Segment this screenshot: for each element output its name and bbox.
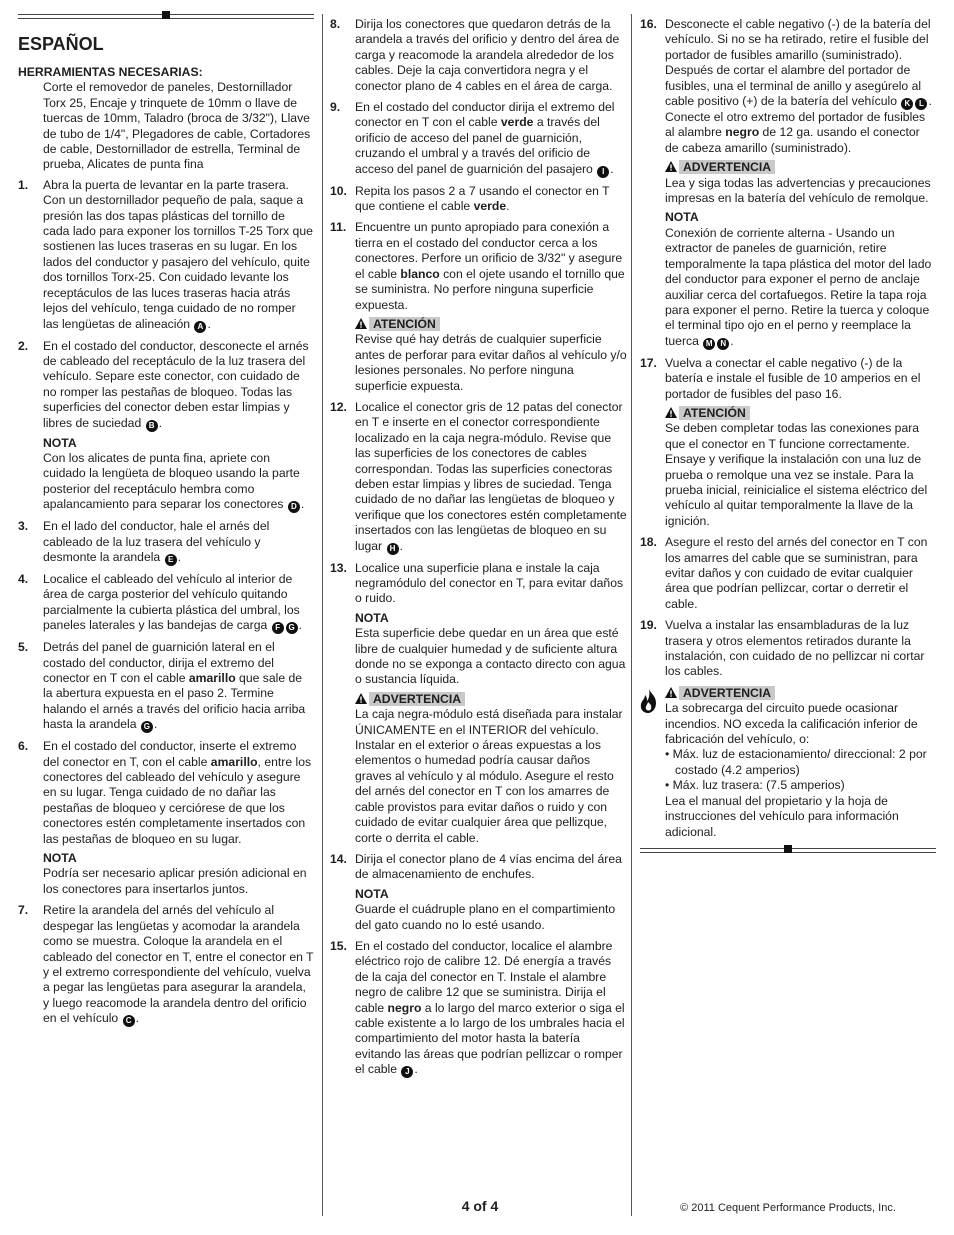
column-2 [330,17,627,1084]
fire-warning: ADVERTENCIA La sobrecarga del circuito puede ocasionar incendios. NO exceda la calificación inferior de fabricación del vehículo, o: • Máx. luz de estacionamiento/ direccional: 2 por costado (4.2 amperios) • Máx. luz trasera: (7.5 amperios) Lea el manual del propietario y la hoja de instrucciones del vehículo para información adicional. [640,686,936,840]
step-12: 12. Localice el conector gris de 12 patas del conector en T e inserte en el conector correspondiente localizado en la caja negra-módulo. Revise que las superficies de los conectores de cables correspondan. Todas las superficies conectoras deben estar limpias y libres de suciedad. Tenga cuidado de no dañar las lengüetas de bloqueo y verifique que los conectores estén completamente insertados con las lengüetas de bloqueo en su lugar H . [330,399,627,553]
warning-block: ADVERTENCIA Lea y siga todas las advertencias y precauciones impresas en la batería del vehículo de remolque. [665,160,931,206]
top-rule [18,14,314,19]
warning-label: ADVERTENCIA [369,692,465,706]
step-17: 17. Vuelva a conectar el cable negativo (-) de la batería e instale el fusible de 10 amperios en el portador de fusibles del paso 16. ATENCIÓN Se deben completar todas las conexiones para que el conector en T funcione correctamente. Ensaye y verifique la instalación con una luz de prueba o remolque una vez se instale. Para la prueba inicial, reinicialice el sistema eléctrico del vehículo al quitar temporalmente la llave de la ignición. [640,356,936,529]
column-1 [18,14,314,1033]
caution-block: ATENCIÓN Revise qué hay detrás de cualquier superficie antes de perforar para evitar daños al vehículo y/o lesiones personales. No perfore ninguna superficie expuesta. [355,316,627,393]
note-label: NOTA [355,610,389,625]
step-16: 16. Desconecte el cable negativo (-) de la batería del vehículo. Si no se ha retirado, retire el fusible del portador de fusibles amarillo (suministrado). Después de cortar el alambre del portador de fusibles, una el terminal de anillo y asegúrelo al cable positivo (+) de la batería del vehículo K L . Conecte el otro extremo del portador de fusibles al alambre negro de 12 ga. usando el conector de cabeza amarillo (suministrado). ADVERTENCIA Lea y siga todas las advertencias y precauciones impresas en la batería del vehículo de remolque. NOTA Conexión de corriente alterna - Usando un extractor de paneles de guarnición, retire temporalmente la tapa plástica del motor del lado del conductor para exponer el perno de anclaje auxiliar cerca del cortafuegos. Retire la tapa roja para exponer el perno. Retire la tuerca y coloque el terminal tipo ojo en el perno y reemplace la tuerca M N . [640,17,936,350]
bullet-tail-light: • Máx. luz trasera: (7.5 amperios) [665,778,845,793]
step-2: 2. En el costado del conductor, desconecte el arnés de cableado del receptáculo de la luz trasera del vehículo. Separe este conector, con cuidado de no romper las pestañas de bloqueo. Todas las superficies del conector deben estar limpias y libres de suciedad B . NOTA Con los alicates de punta fina, apriete con cuidado la lengüeta de bloqueo usando la parte posterior del receptáculo hembra como apalancamiento para separar los conectores D . [18,339,314,514]
ref-m-icon: M [703,338,715,350]
note-label: NOTA [355,886,389,901]
ref-k-icon: K [901,98,913,110]
step-15: 15. En el costado del conductor, localice el alambre eléctrico rojo de calibre 12. Dé energía a través de la caja del conector en T. Instale el alambre negro de calibre 12 que se suministra. Dirija el cable negro a lo largo del marco exterior o siga el cable existente a lo largo de los umbrales hacia el compartimiento del motor hasta la batería evitando las áreas que podrían pellizcar o romper el cable J . [330,938,625,1077]
warning-triangle-icon [665,687,677,698]
step-6: 6. En el costado del conductor, inserte el extremo del conector en T, con el cable amarillo, entre los conectores del cableado del vehículo y asegure en su lugar. Tenga cuidado de no dañar las pestañas de bloqueo y cerciórese de que los conectores estén completamente insertados con las pestañas de bloqueo en su lugar. NOTA Podría ser necesario aplicar presión adicional en los conectores para insertarlos juntos. [18,739,314,897]
fire-icon [638,688,660,714]
note-label: NOTA [665,210,699,225]
step-14: 14. Dirija el conector plano de 4 vías encima del área de almacenamiento de enchufes. NOTA Guarde el cuádruple plano en el compartimiento del gato cuando no lo esté usando. [330,852,627,933]
page-title: ESPAÑOL [18,34,104,54]
bullet-parking-light: • Máx. luz de estacionamiento/ direccional: 2 por costado (4.2 amperios) [665,747,927,777]
ref-b-icon: B [146,420,158,432]
caution-label: ATENCIÓN [369,317,440,331]
caution-block: ATENCIÓN Se deben completar todas las conexiones para que el conector en T funcione correctamente. Ensaye y verifique la instalación con una luz de prueba o remolque una vez se instale. Para la prueba inicial, reinicialice el sistema eléctrico del vehículo al quitar temporalmente la llave de la ignición. [665,405,928,528]
column-divider-1 [322,14,323,1216]
tools-list: Corte el removedor de paneles, Destornillador Torx 25, Encaje y trinquete de 10mm o llave de tuercas de 10mm, Taladro (broca de 3/32"), Llave de tubo de 1/4", Plegadores de cable, Cortadores de cable, Destornillador de estrella, Terminal de prueba, Alicates de punta fina [43,80,311,172]
ref-l-icon: L [915,98,927,110]
step-10: 10. Repita los pasos 2 a 7 usando el conector en T que contiene el cable verde. [330,183,610,214]
step-7: 7. Retire la arandela del arnés del vehículo al despegar las lengüetas y acomodar la arandela como se muestra. Coloque la arandela en el cableado del conector en T, entre el conector en T y el extremo correspondiente del vehículo, vuelva a pegar las lengüetas para asegurar la arandela, y luego reacomode la arandela dentro del orificio en el vehículo C . [18,903,314,1026]
warning-triangle-icon [355,693,367,704]
ref-i-icon: I [597,166,609,178]
warning-triangle-icon [665,161,677,172]
ref-g-icon: G [141,721,153,733]
warning-triangle-icon [355,318,367,329]
warning-triangle-icon [665,407,677,418]
ref-c-icon: C [123,1015,135,1027]
ref-g-icon: G [286,622,298,634]
copyright: © 2011 Cequent Performance Products, Inc. [680,1202,896,1214]
bottom-rule [640,848,936,853]
warning-block: ADVERTENCIA La caja negra-módulo está diseñada para instalar ÚNICAMENTE en el INTERIOR del vehículo. Instalar en el exterior o áreas expuestas a los elementos o humedad podría causar daños graves al vehículo y al módulo. Asegure el resto del arnés del conector en T con los amarres de cable provistos para evitar daños o ruido y con cuidado de evitar cualquier área que pellizque, corte o derrita el cable. [355,691,623,845]
step-19: 19. Vuelva a instalar las ensambladuras de la luz trasera y otros elementos retirados durante la instalación, con cuidado de no pellizcar ni cortar los cables. [640,618,925,679]
warning-label: ADVERTENCIA [679,160,775,174]
column-3 [640,17,936,853]
ref-h-icon: H [387,543,399,555]
ref-j-icon: J [401,1066,413,1078]
ref-d-icon: D [288,501,300,513]
step-9: 9. En el costado del conductor dirija el extremo del conector en T con el cable verde a través del orificio de acceso del panel de guarnición, cruzando el umbral y a través del orificio de acceso del panel de guarnición del pasajero I . [330,100,615,176]
step-1: 1. Abra la puerta de levantar en la parte trasera. Con un destornillador pequeño de pala, saque a presión las dos tapas plásticas del tornillo de cada lado para exponer los tornillos T-25 Torx que sostienen las luces traseras en su lugar. En los lados del conductor y pasajero del vehículo, quite dos tornillos Torx-25. Con cuidado levante los receptáculos de las luces traseras hacia atrás lejos del vehículo, tenga cuidado de no romper las lengüetas de alineación A . [18,177,313,331]
step-11: 11. Encuentre un punto apropiado para conexión a tierra en el costado del conductor cerca a los conectores. Perfore un orificio de 3/32" y asegure el cable blanco con el ojete usando el tornillo que se suministra. No perfore ninguna superficie expuesta. ATENCIÓN Revise qué hay detrás de cualquier superficie antes de perforar para evitar daños al vehículo y/o lesiones personales. No perfore ninguna superficie expuesta. [330,220,627,393]
ref-e-icon: E [165,554,177,566]
note-label: NOTA [43,851,77,866]
column-divider-2 [631,14,632,1216]
ref-n-icon: N [717,338,729,350]
warning-label: ADVERTENCIA [679,686,775,700]
step-13: 13. Localice una superficie plana e instale la caja negramódulo del conector en T, para evitar daños o ruido. NOTA Esta superficie debe quedar en un área que esté libre de cualquier humedad y de suficiente altura donde no se exponga a contacto directo con agua o sustancia líquida. ADVERTENCIA La caja negra-módulo está diseñada para instalar ÚNICAMENTE en el INTERIOR del vehículo. Instalar en el exterior o áreas expuestas a los elementos o humedad podría causar daños graves al vehículo y al módulo. Asegure el resto del arnés del conector en T con los amarres de cable provistos para evitar daños o ruido y con cuidado de evitar cualquier área que pellizque, corte o derrita el cable. [330,560,626,845]
step-5: 5. Detrás del panel de guarnición lateral en el costado del conductor, dirija el extremo del conector en T con el cable amarillo que sale de la abertura expuesta en el paso 2. Termine halando el arnés a través del orificio hacia arriba hasta la arandela G . [18,640,306,732]
page-number: 4 of 4 [461,1198,499,1214]
step-4: 4. Localice el cableado del vehículo al interior de área de carga posterior del vehículo quitando parcialmente la cubierta plástica del umbral, los paneles laterales y las bandejas de carga F G . [18,571,303,633]
step-18: 18. Asegure el resto del arnés del conector en T con los amarres del cable que se suministran, para evitar daños y con cuidado de evitar cualquier área que podrían pellizcar, cortar o derretir el cable. [640,535,928,611]
tools-heading: HERRAMIENTAS NECESARIAS: [18,65,203,79]
ref-f-icon: F [272,622,284,634]
step-3: 3. En el lado del conductor, hale el arnés del cableado de la luz trasera del vehículo y desmonte la arandela E . [18,519,270,564]
caution-label: ATENCIÓN [679,406,750,420]
step-8: 8. Dirija los conectores que quedaron detrás de la arandela a través del orificio y dentro del área de carga y reacomode la arandela alrededor de los cables. Deje la caja convertidora negra y el conector plano de 4 cables en el área de carga. [330,17,620,93]
ref-a-icon: A [194,321,206,333]
note-label: NOTA [43,435,77,450]
